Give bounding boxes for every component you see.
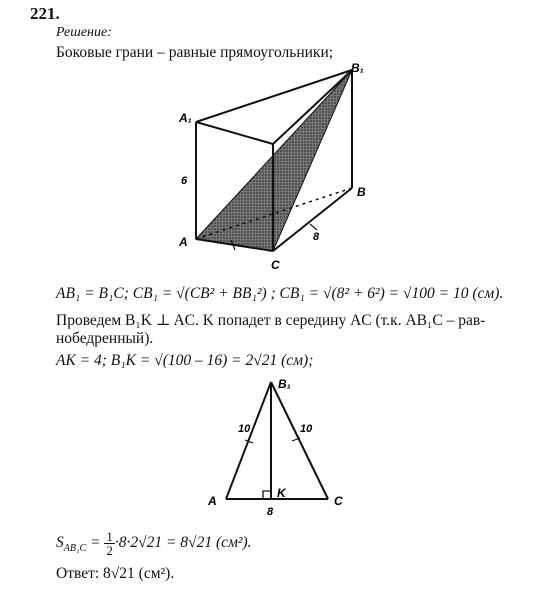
label-left-side: 10 <box>238 423 251 435</box>
label-K: K <box>277 486 286 500</box>
area-equals: = <box>86 534 105 552</box>
fraction-half <box>104 530 115 557</box>
text-construction: Проведем B₁K ⊥ AC. K попадет в середину AC (т.к. AB₁C – рав- <box>56 312 486 329</box>
label-base: 8 <box>267 506 274 518</box>
tick-CB <box>310 224 317 230</box>
triangle-figure <box>200 372 360 520</box>
label-A1: A₁ <box>179 111 192 125</box>
label-base: 8 <box>313 231 320 243</box>
problem-number: 221. <box>30 4 60 23</box>
label-C: C <box>334 494 343 508</box>
label-C: C <box>271 258 280 272</box>
label-A: A <box>179 235 188 249</box>
text-area <box>56 530 252 557</box>
right-angle-mark <box>263 491 271 499</box>
text-lateral-faces: Боковые грани – равные прямоугольники; <box>56 44 334 61</box>
side-CB1 <box>271 382 328 499</box>
label-A: A <box>208 494 217 508</box>
area-subscript: AB₁C <box>63 543 87 555</box>
area-symbol: S <box>56 534 64 552</box>
solution-label: Решение: <box>56 25 112 40</box>
label-B1: B₁ <box>278 377 291 391</box>
text-isosceles: нобедренный). <box>56 330 154 347</box>
label-right-side: 10 <box>300 423 313 435</box>
label-B1: B₁ <box>351 61 364 75</box>
text-ak-b1k: AK = 4; B₁K = √(100 – 16) = 2√21 (см); <box>56 352 314 369</box>
edge-A1C1 <box>196 122 273 144</box>
area-rest: ·8·2√21 = 8√21 (см²). <box>114 534 252 552</box>
prism-figure <box>175 60 375 275</box>
label-height: 6 <box>181 175 188 187</box>
text-cb1-calc: AB₁ = B₁C; CB₁ = √(CB² + BB₁²) ; CB₁ = √(8² + 6²) = √100 = 10 (см). <box>56 285 504 302</box>
fraction-denominator: 2 <box>106 543 113 558</box>
fraction-numerator: 1 <box>106 529 113 544</box>
label-B: B <box>357 185 366 199</box>
answer: Ответ: 8√21 (см²). <box>56 565 175 582</box>
side-AB1 <box>226 382 271 499</box>
